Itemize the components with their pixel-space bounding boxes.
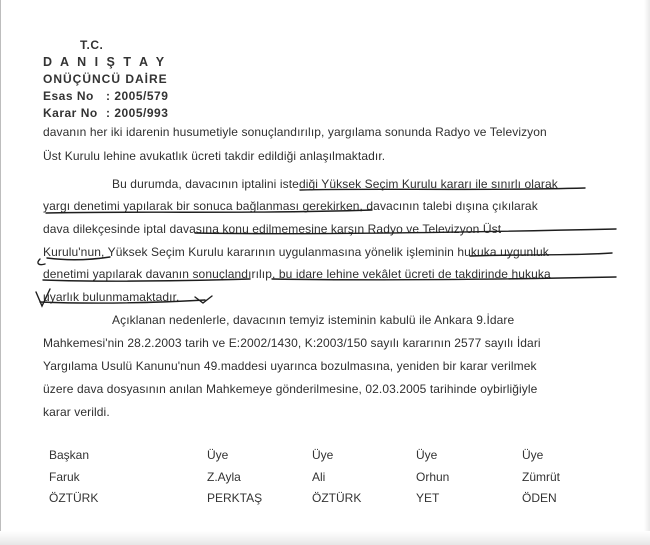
signature-first-name: Orhun (416, 470, 450, 484)
signature-last-name: ÖZTÜRK (312, 491, 362, 505)
signature-title: Başkan (49, 448, 90, 462)
header-chamber: ONÜÇÜNCÜ DAİRE (43, 72, 168, 86)
scan-shadow-right (644, 0, 650, 545)
signature-first-name: Ali (312, 470, 326, 484)
body-line: Yargılama Usulü Kanunu'nun 49.maddesi uyarınca bozulmasına, yeniden bir karar verilmek (43, 359, 537, 373)
body-line: davanın her iki idarenin husumetiyle sonuçlandırılıp, yargılama sonunda Radyo ve Televizyon (43, 125, 547, 139)
body-line: Açıklanan nedenlerle, davacının temyiz isteminin kabulü ile Ankara 9.İdare (112, 313, 515, 327)
signature-first-name: Z.Ayla (207, 470, 241, 484)
body-line: Kurulu'nun, Yüksek Seçim Kurulu kararının uygulanmasına yönelik işleminin hukuka uygunluk (43, 245, 549, 259)
esas-value: : 2005/579 (106, 89, 169, 103)
signature-last-name: ÖZTÜRK (49, 491, 99, 505)
body-line: dava dilekçesinde iptal davasına konu edilmemesine karşın Radyo ve Televizyon Üst (43, 222, 502, 236)
esas-no (43, 89, 168, 103)
signature-title: Üye (522, 448, 544, 462)
karar-no (43, 106, 168, 120)
body-line: Üst Kurulu lehine avukatlık ücreti takdir edildiği anlaşılmaktadır. (43, 149, 386, 163)
body-line: denetimi yapılarak davanın sonuçlandırılıp, bu idare lehine vekâlet ücreti de takdirinde hukuka (43, 267, 551, 281)
signature-title: Üye (312, 448, 334, 462)
body-line: Bu durumda, davacının iptalini istediği Yüksek Seçim Kurulu kararı ile sınırlı olarak (112, 177, 558, 191)
signature-title: Üye (207, 448, 229, 462)
scan-shadow-bottom (0, 531, 650, 545)
pen-underline (38, 259, 45, 265)
body-line: karar verildi. (43, 405, 110, 419)
signature-first-name: Zümrüt (522, 470, 561, 484)
pen-check-mark (195, 296, 212, 303)
karar-value: : 2005/993 (106, 106, 169, 120)
body-line: üzere dava dosyasının anılan Mahkemeye gönderilmesine, 02.03.2005 tarihinde oybirliğiyle (43, 382, 538, 396)
header-court: D A N I Ş T A Y (43, 55, 167, 69)
signature-last-name: ÖDEN (522, 491, 557, 505)
signature-last-name: YET (416, 491, 440, 505)
body-line: uyarlık bulunmamaktadır. (43, 290, 180, 304)
signature-first-name: Faruk (49, 470, 80, 484)
body-line: yargı denetimi yapılarak bir sonuca bağlanması gerekirken, davacının talebi dışına çıkılarak (43, 199, 538, 213)
signature-title: Üye (416, 448, 438, 462)
body-line: Mahkemesi'nin 28.2.2003 tarih ve E:2002/1430, K:2003/150 sayılı kararının 2577 sayılı İdari (43, 336, 541, 350)
esas-label: Esas No (43, 89, 94, 103)
header-tc: T.C. (80, 38, 104, 52)
signature-last-name: PERKTAŞ (207, 491, 263, 505)
karar-label: Karar No (43, 106, 98, 120)
